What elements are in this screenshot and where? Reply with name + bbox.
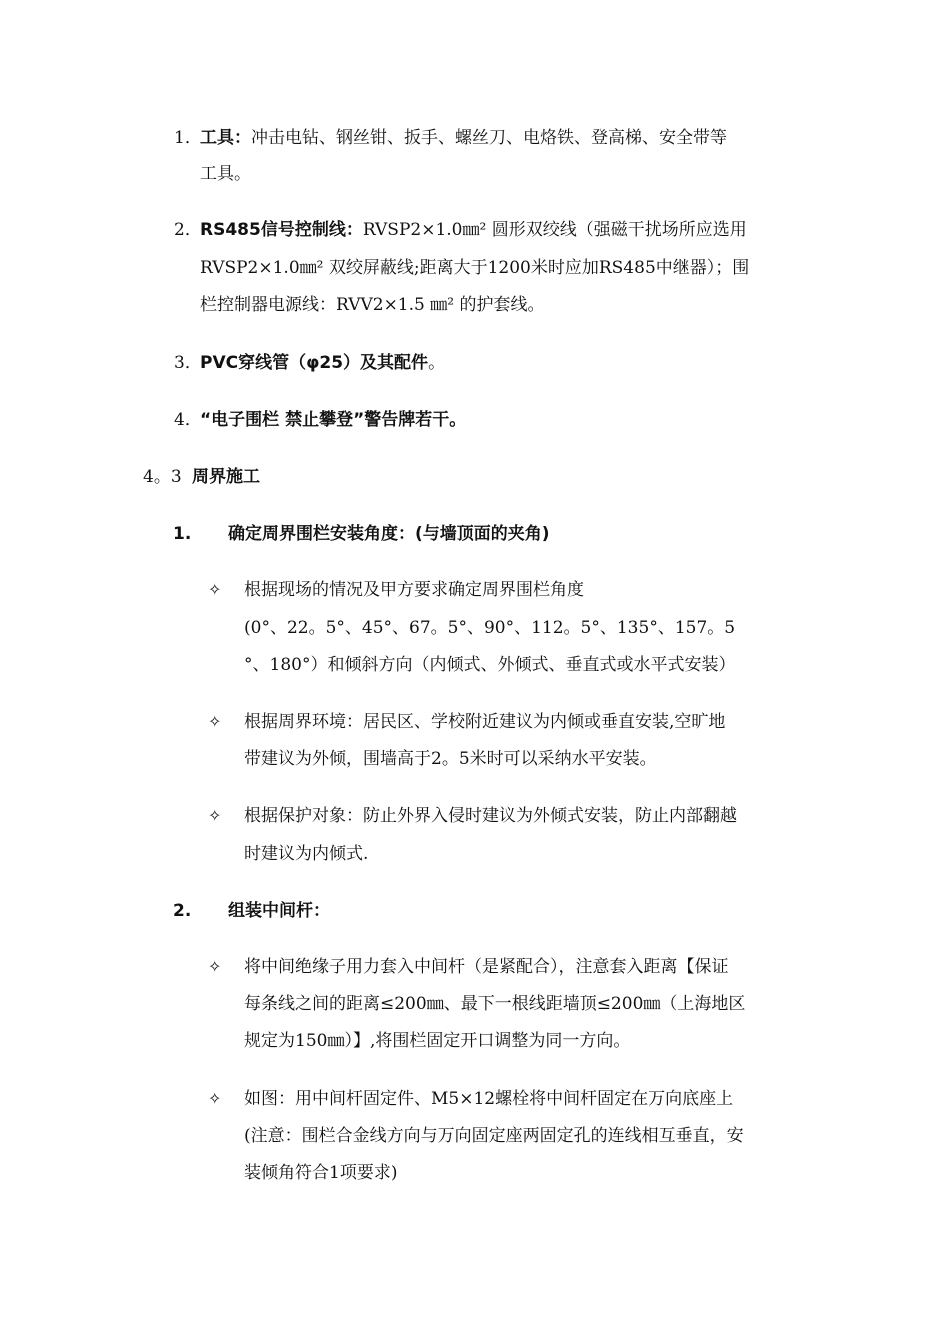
sub-2-number: 2. xyxy=(173,901,192,921)
list-item-3-tail: 。 xyxy=(428,353,446,373)
sub-2-bullet-1-line-1: 将中间绝缘子用力套入中间杆（是紧配合），注意套入距离【保证 xyxy=(244,957,729,977)
sub-1-number: 1. xyxy=(173,524,192,544)
section-number: 4。3 xyxy=(143,467,182,487)
sub-1-bullet-2-line-2: 带建议为外倾，围墙高于2。5米时可以采纳水平安装。 xyxy=(244,749,657,769)
list-item-3-line xyxy=(200,351,445,375)
sub-1-bullet-3-line-2: 时建议为内倾式. xyxy=(244,844,369,864)
list-item-2-text-3: 栏控制器电源线：RVV2×1.5 ㎜² 的护套线。 xyxy=(200,295,545,315)
list-item-4-label: “电子围栏 禁止攀登”警告牌若干。 xyxy=(200,410,467,430)
bullet-icon: ✧ xyxy=(208,806,222,825)
list-item-2-number: 2． xyxy=(174,220,202,240)
sub-1-bullet-1-line-3: °、180°）和倾斜方向（内倾式、外倾式、垂直式或水平式安装） xyxy=(244,655,736,675)
sub-1-bullet-3-line-1: 根据保护对象：防止外界入侵时建议为外倾式安装，防止内部翻越 xyxy=(244,806,737,826)
list-item-2-label: RS485信号控制线： xyxy=(200,220,363,240)
bullet-icon: ✧ xyxy=(208,712,222,731)
bullet-icon: ✧ xyxy=(208,580,222,599)
list-item-3-number: 3． xyxy=(174,353,202,373)
sub-2-bullet-2-line-1: 如图：用中间杆固定件、M5×12螺栓将中间杆固定在万向底座上 xyxy=(244,1089,734,1109)
bullet-icon: ✧ xyxy=(208,1089,222,1108)
list-item-1-number: 1． xyxy=(174,128,202,148)
list-item-2-line-1 xyxy=(200,218,747,242)
sub-1-bullet-2-line-1: 根据周界环境：居民区、学校附近建议为内倾或垂直安装,空旷地 xyxy=(244,712,726,732)
sub-2-bullet-2-line-3: 装倾角符合1项要求) xyxy=(244,1163,398,1183)
list-item-1-label: 工具： xyxy=(200,128,251,148)
section-title: 周界施工 xyxy=(192,467,260,487)
sub-2-bullet-1-line-3: 规定为150㎜）】,将围栏固定开口调整为同一方向。 xyxy=(244,1031,631,1051)
sub-1-bullet-1-line-1: 根据现场的情况及甲方要求确定周界围栏角度 xyxy=(244,580,584,600)
bullet-icon: ✧ xyxy=(208,957,222,976)
list-item-1-text-2: 工具。 xyxy=(200,164,251,184)
list-item-3-label: PVC穿线管（φ25）及其配件 xyxy=(200,353,429,373)
list-item-1-line-1 xyxy=(200,126,727,150)
sub-2-bullet-1-line-2: 每条线之间的距离≤200㎜、最下一根线距墙顶≤200㎜（上海地区 xyxy=(244,994,746,1014)
list-item-1-text-1: 冲击电钻、钢丝钳、扳手、螺丝刀、电烙铁、登高梯、安全带等 xyxy=(251,128,727,148)
sub-1-bullet-1-line-2: (0°、22。5°、45°、67。5°、90°、112。5°、135°、157。5 xyxy=(244,618,736,638)
sub-1-title: 确定周界围栏安装角度：(与墙顶面的夹角) xyxy=(228,524,550,544)
sub-2-title: 组装中间杆： xyxy=(228,901,330,921)
list-item-2-text-2: RVSP2×1.0㎜² 双绞屏蔽线;距离大于1200米时应加RS485中继器）；围 xyxy=(200,258,750,278)
sub-2-bullet-2-line-2: (注意：围栏合金线方向与万向固定座两固定孔的连线相互垂直，安 xyxy=(244,1126,744,1146)
list-item-2-text-1: RVSP2×1.0㎜² 圆形双绞线（强磁干扰场所应选用 xyxy=(362,220,747,240)
list-item-4-number: 4． xyxy=(174,410,202,430)
